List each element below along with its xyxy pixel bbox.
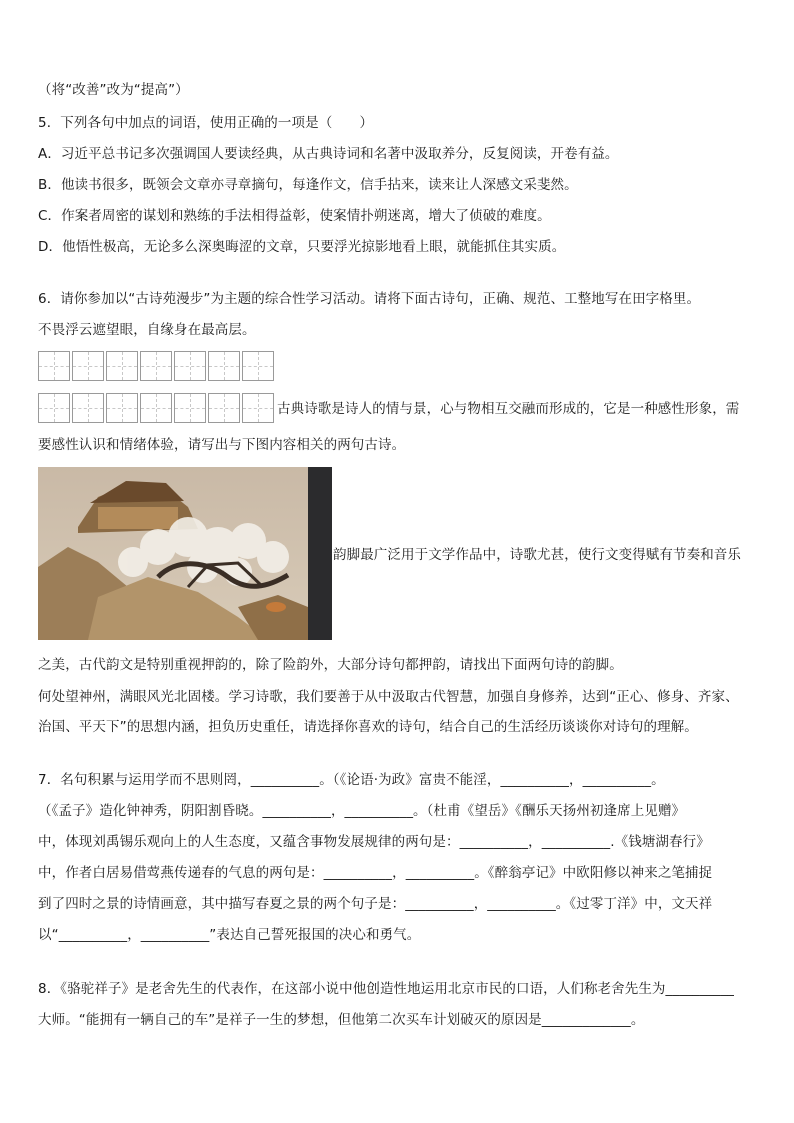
writing-grid-row-2[interactable] <box>38 393 276 423</box>
question-6-text: 要感性认识和情绪体验，请写出与下图内容相关的两句古诗。 <box>38 437 406 453</box>
question-5-stem: 5．下列各句中加点的词语，使用正确的一项是（ ） <box>38 115 374 131</box>
question-7-text: 到了四时之景的诗情画意，其中描写春夏之景的两个句子是：__________，__________。《过零丁洋》中，文天祥 <box>38 896 713 912</box>
question-7-text: 中，作者白居易借莺燕传递春的气息的两句是：__________，__________。《醉翁亭记》中欧阳修以神来之笔捕捉 <box>38 865 713 881</box>
question-7-text: 7．名句积累与运用学而不思则罔，__________。（《论语·为政》富贵不能淫，__________，__________。 <box>38 772 665 788</box>
grid-cell[interactable] <box>72 393 104 423</box>
grid-cell[interactable] <box>208 351 240 381</box>
grid-cell[interactable] <box>38 393 70 423</box>
question-6-text: 之美，古代韵文是特别重视押韵的，除了险韵外，大部分诗句都押韵，请找出下面两句诗的韵脚。 <box>38 657 623 673</box>
question-8-text: 8．《骆驼祥子》是老舍先生的代表作，在这部小说中他创造性地运用北京市民的口语，人们称老舍先生为__________ <box>38 981 735 997</box>
grid-cell[interactable] <box>140 351 172 381</box>
question-7-text: 中，体现刘禹锡乐观向上的人生态度，又蕴含事物发展规律的两句是：__________，__________.《钱塘湖春行》 <box>38 834 710 850</box>
question-7-text: （《孟子》造化钟神秀，阴阳割昏晓。__________，__________。（杜甫《望岳》《酬乐天扬州初逢席上见赠》 <box>38 803 686 819</box>
question-5-option-d: D．他悟性极高，无论多么深奥晦涩的文章，只要浮光掠影地看上眼，就能抓住其实质。 <box>38 239 566 255</box>
question-6-text-after-grid: 古典诗歌是诗人的情与景，心与物相互交融而形成的，它是一种感性形象，需 <box>277 401 740 417</box>
question-6-stem: 6．请你参加以“古诗苑漫步”为主题的综合性学习活动。请将下面古诗句，正确、规范、工整地写在田字格里。 <box>38 291 701 307</box>
question-6-text: 何处望神州，满眼风光北固楼。学习诗歌，我们要善于从中汲取古代智慧，加强自身修养，达到“正心、修身、齐家、 <box>38 689 739 705</box>
grid-cell[interactable] <box>106 351 138 381</box>
grid-cell[interactable] <box>208 393 240 423</box>
question-7-text: 以“__________，__________”表达自己誓死报国的决心和勇气。 <box>38 927 421 943</box>
question-5-option-a: A．习近平总书记多次强调国人要读经典，从古典诗词和名著中汲取养分，反复阅读，开卷有益。 <box>38 146 619 162</box>
grid-cell[interactable] <box>174 393 206 423</box>
grid-cell[interactable] <box>106 393 138 423</box>
question-6-text: 治国、平天下”的思想内涵，担负历史重任，请选择你喜欢的诗句，结合自己的生活经历谈谈你对诗句的理解。 <box>38 719 698 735</box>
text-line: （将“改善”改为“提高”） <box>38 82 189 98</box>
grid-cell[interactable] <box>38 351 70 381</box>
grid-cell[interactable] <box>242 351 274 381</box>
question-5-option-c: C．作案者周密的谋划和熟练的手法相得益彰，使案情扑朔迷离，增大了侦破的难度。 <box>38 208 551 224</box>
grid-cell[interactable] <box>72 351 104 381</box>
question-5-option-b: B．他读书很多，既领会文章亦寻章摘句，每逢作文，信手拈来，读来让人深感文采斐然。 <box>38 177 578 193</box>
landscape-painting-image <box>38 467 332 640</box>
grid-cell[interactable] <box>140 393 172 423</box>
question-6-text-beside-image: 韵脚最广泛用于文学作品中，诗歌尤甚，使行文变得赋有节奏和音乐 <box>333 547 741 563</box>
question-8-text: 大师。“能拥有一辆自己的车”是祥子一生的梦想，但他第二次买车计划破灭的原因是_____________。 <box>38 1012 645 1028</box>
question-6-poem: 不畏浮云遮望眼，自缘身在最高层。 <box>38 322 256 338</box>
grid-cell[interactable] <box>174 351 206 381</box>
grid-cell[interactable] <box>242 393 274 423</box>
writing-grid-row-1[interactable] <box>38 351 276 381</box>
